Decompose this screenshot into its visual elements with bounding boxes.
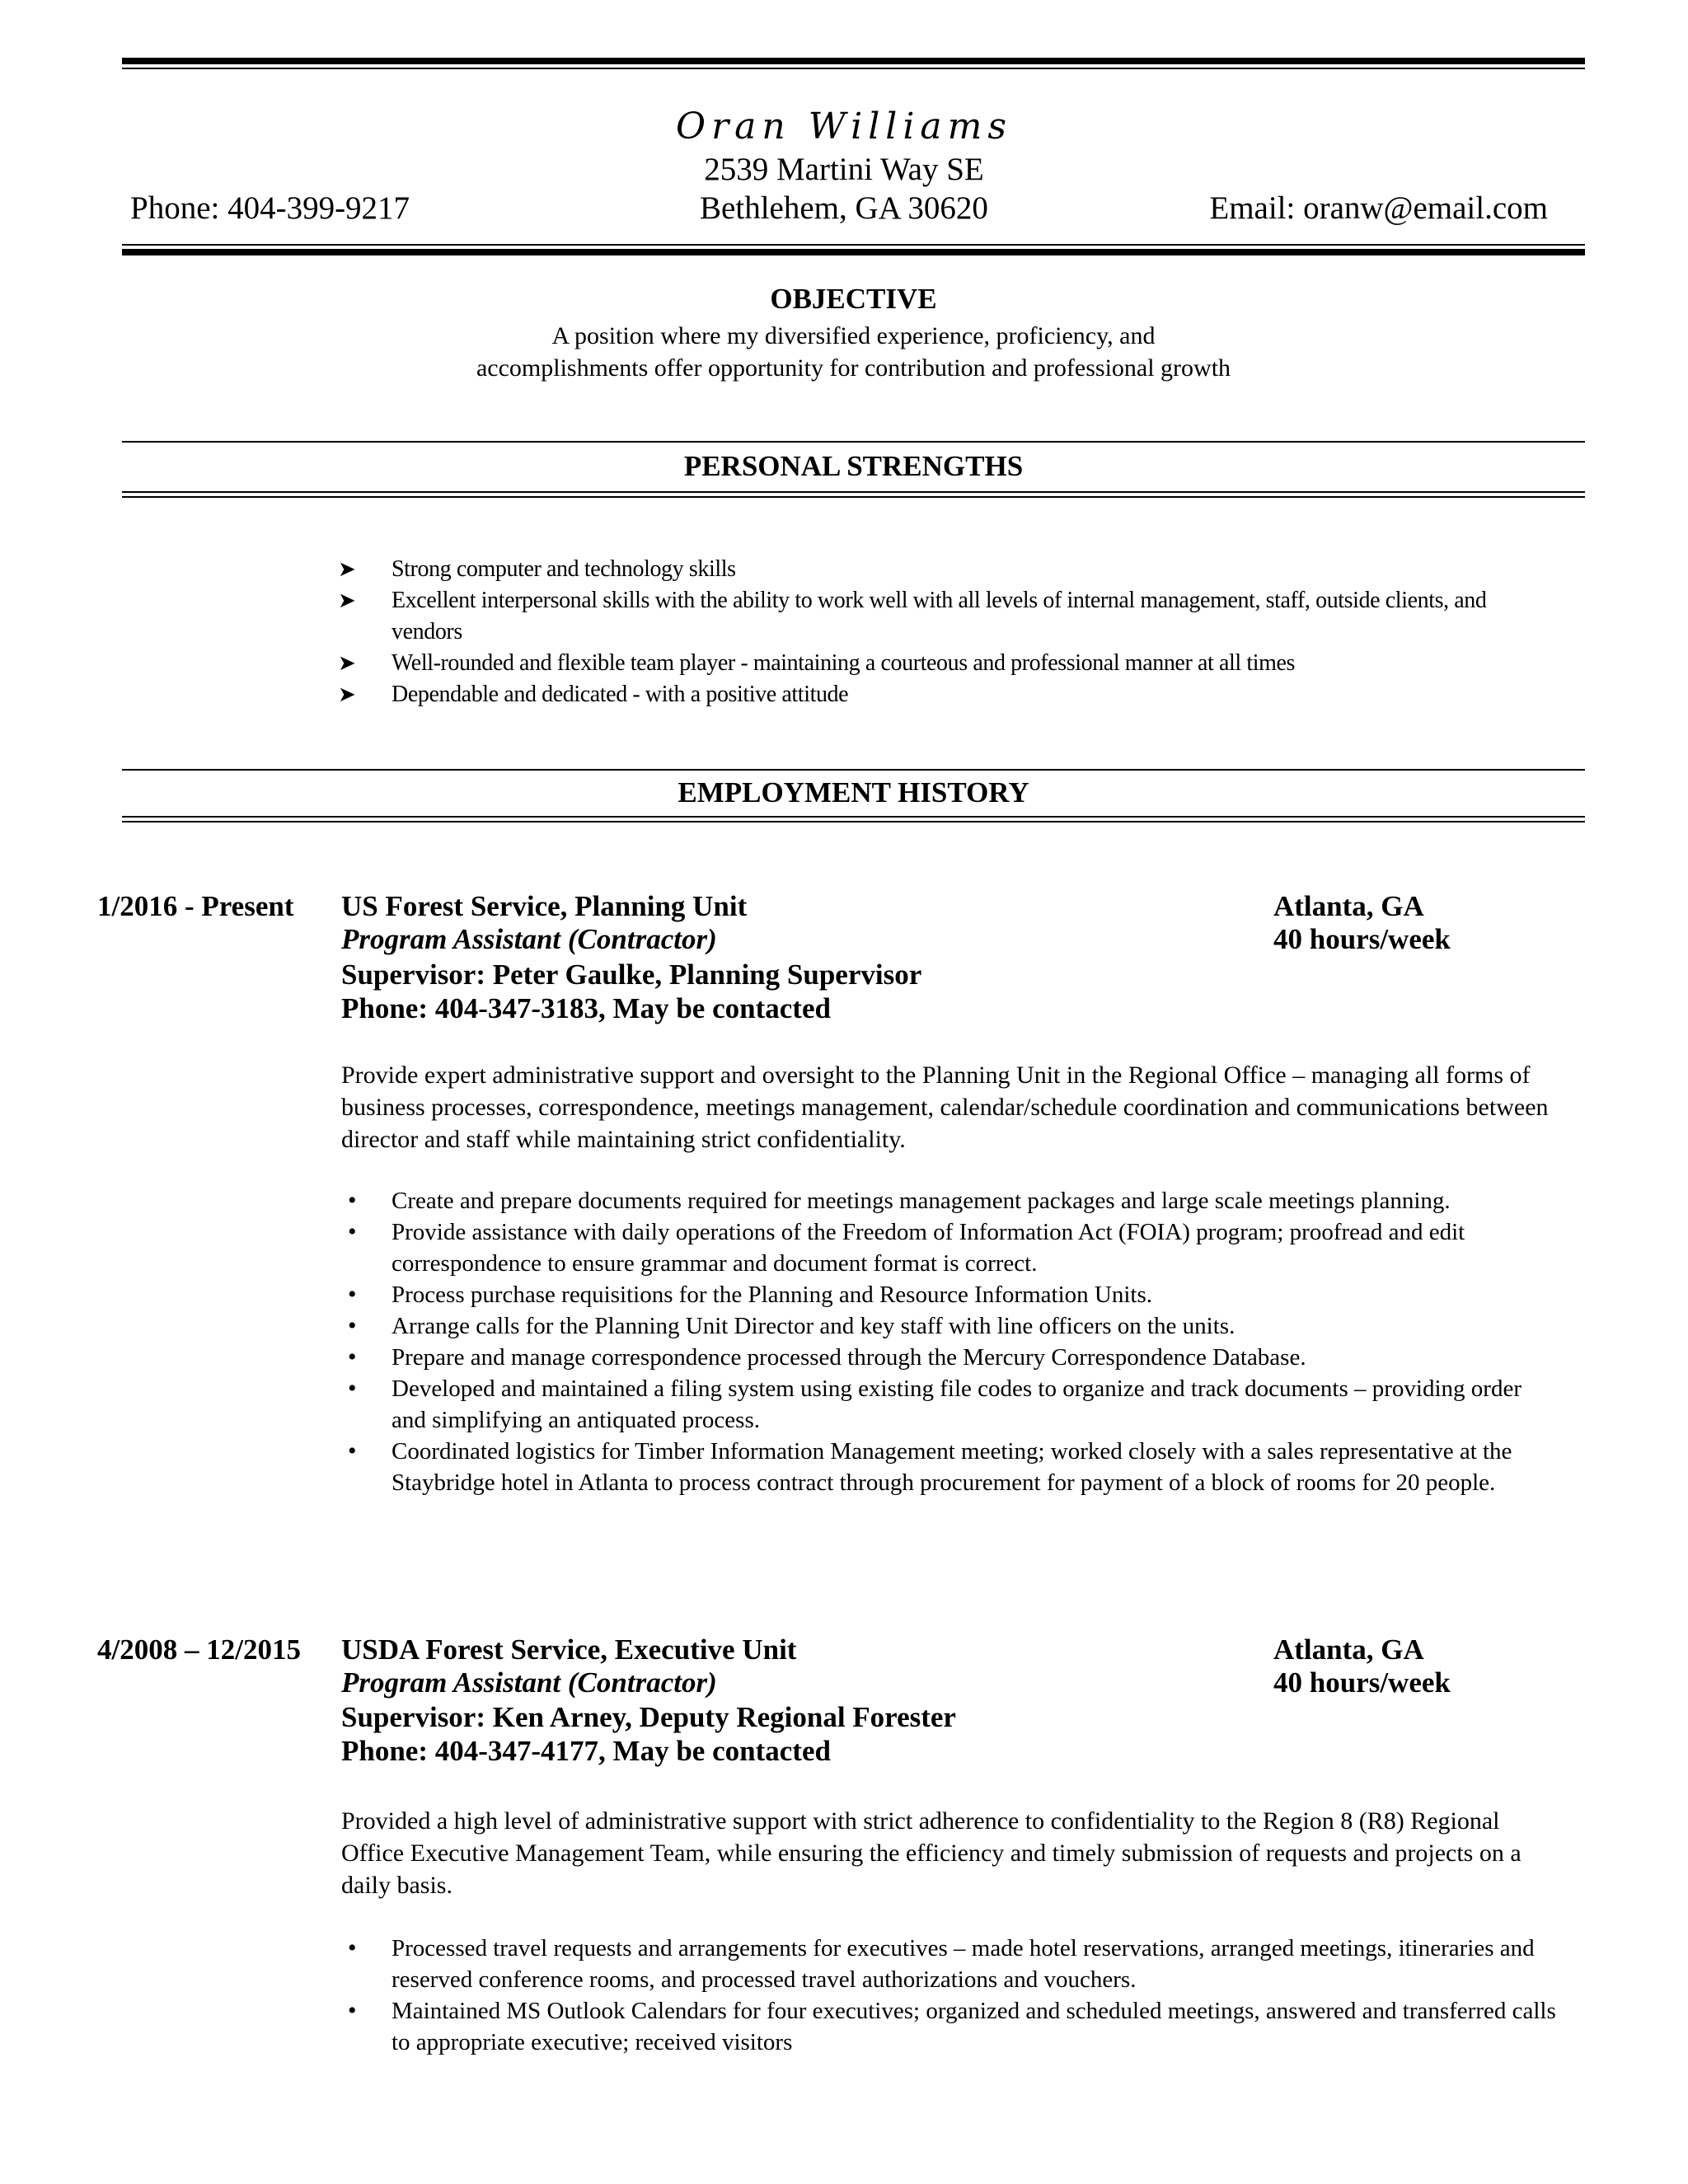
job-supervisor-phone: Phone: 404-347-3183, May be contacted xyxy=(341,992,831,1024)
job-dates: 4/2008 – 12/2015 xyxy=(97,1633,301,1666)
dot-bullet-icon: • xyxy=(348,1437,357,1465)
duty-item: • Prepare and manage correspondence processed through the Mercury Correspondence Database. xyxy=(338,1342,1558,1373)
job-supervisor-phone: Phone: 404-347-4177, May be contacted xyxy=(341,1735,831,1767)
job-hours: 40 hours/week xyxy=(1273,1666,1451,1699)
strengths-top-rule xyxy=(122,441,1585,443)
strengths-bottom-rule-2 xyxy=(122,496,1585,498)
objective-line-2: accomplishments offer opportunity for contribution and professional growth xyxy=(476,354,1231,382)
employment-bottom-rule xyxy=(122,816,1585,818)
duty-item: • Maintained MS Outlook Calendars for four executives; organized and scheduled meetings, answered and transferred calls to appropriate executive; received visitors xyxy=(348,1997,1556,2055)
employment-top-rule xyxy=(122,769,1585,771)
duty-item: • Create and prepare documents required for meetings management packages and large scale meetings planning. xyxy=(338,1185,1558,1216)
strength-item: ➤ Dependable and dedicated - with a positive attitude xyxy=(338,679,1558,710)
email-address: Email: oranw@email.com xyxy=(1209,190,1548,226)
job-role: Program Assistant (Contractor) xyxy=(341,1666,717,1699)
header-bottom-thin-rule xyxy=(122,244,1585,246)
strengths-bottom-rule xyxy=(122,491,1585,493)
job-supervisor: Supervisor: Ken Arney, Deputy Regional Forester xyxy=(341,1701,956,1733)
dot-bullet-icon: • xyxy=(348,1281,357,1308)
job-location: Atlanta, GA xyxy=(1273,1633,1424,1666)
dot-bullet-icon: • xyxy=(348,1375,357,1402)
job-organization: USDA Forest Service, Executive Unit xyxy=(341,1633,797,1666)
objective-title: OBJECTIVE xyxy=(770,283,937,315)
dot-bullet-icon: • xyxy=(348,1187,357,1214)
objective-line-1: A position where my diversified experience, proficiency, and xyxy=(551,322,1156,349)
city-state-zip: Bethlehem, GA 30620 xyxy=(700,190,988,226)
employment-title: EMPLOYMENT HISTORY xyxy=(678,776,1029,808)
dot-bullet-icon: • xyxy=(348,1312,357,1339)
header-top-rule xyxy=(122,58,1585,64)
phone-number: Phone: 404-399-9217 xyxy=(130,190,410,226)
job-duties-list xyxy=(338,1185,1558,1498)
arrow-bullet-icon: ➤ xyxy=(338,682,356,706)
employment-bottom-rule-2 xyxy=(122,821,1585,823)
arrow-bullet-icon: ➤ xyxy=(338,651,356,675)
duty-item: • Coordinated logistics for Timber Information Management meeting; worked closely with a sales representative at the Staybridge hotel in Atlanta to process contract through procurement for payment of a block of rooms for 20 people. xyxy=(348,1437,1512,1496)
duty-item: • Arrange calls for the Planning Unit Director and key staff with line officers on the units. xyxy=(338,1310,1558,1342)
job-summary: Provide expert administrative support and oversight to the Planning Unit in the Regional Office – managing all forms of business processes, correspondence, meetings management, calendar/schedule coordination and communications between director and staff while maintaining strict confidentiality. xyxy=(341,1062,1549,1153)
duty-item: • Processed travel requests and arrangements for executives – made hotel reservations, arranged meetings, itineraries and reserved conference rooms, and processed travel authorizations and vouchers. xyxy=(348,1934,1535,1993)
dot-bullet-icon: • xyxy=(348,1997,357,2024)
candidate-name: Oran Williams xyxy=(676,105,1012,148)
arrow-bullet-icon: ➤ xyxy=(338,588,356,612)
job-hours: 40 hours/week xyxy=(1273,923,1451,955)
header-top-thin-rule xyxy=(122,68,1585,69)
job-dates: 1/2016 - Present xyxy=(97,890,294,922)
job-duties-list xyxy=(338,1933,1558,2058)
strengths-title: PERSONAL STRENGTHS xyxy=(683,450,1024,482)
strength-item: ➤ Excellent interpersonal skills with the ability to work well with all levels of internal management, staff, outside clients, and vendors xyxy=(338,585,1558,648)
duty-item: • Developed and maintained a filing system using existing file codes to organize and track documents – providing order and simplifying an antiquated process. xyxy=(348,1375,1522,1433)
job-organization: US Forest Service, Planning Unit xyxy=(341,890,748,922)
job-supervisor: Supervisor: Peter Gaulke, Planning Supervisor xyxy=(341,958,922,991)
header-bottom-rule xyxy=(122,249,1585,255)
dot-bullet-icon: • xyxy=(348,1934,357,1961)
strength-item: ➤ Well-rounded and flexible team player - maintaining a courteous and professional manner at all times xyxy=(338,648,1558,679)
dot-bullet-icon: • xyxy=(348,1218,357,1245)
arrow-bullet-icon: ➤ xyxy=(338,557,356,581)
strengths-list xyxy=(338,554,1558,710)
job-location: Atlanta, GA xyxy=(1273,890,1424,922)
job-summary: Provided a high level of administrative support with strict adherence to confidentiality to the Region 8 (R8) Regional Office Executive Management Team, while ensuring the efficiency and timely submission of requests and projects on a daily basis. xyxy=(341,1807,1522,1899)
dot-bullet-icon: • xyxy=(348,1343,357,1371)
job-role: Program Assistant (Contractor) xyxy=(341,923,717,955)
duty-item: • Process purchase requisitions for the Planning and Resource Information Units. xyxy=(338,1279,1558,1310)
duty-item: • Provide assistance with daily operations of the Freedom of Information Act (FOIA) program; proofread and edit correspondence to ensure grammar and document format is correct. xyxy=(348,1218,1465,1277)
street-address: 2539 Martini Way SE xyxy=(704,152,984,187)
strength-item: ➤ Strong computer and technology skills xyxy=(338,554,1558,585)
